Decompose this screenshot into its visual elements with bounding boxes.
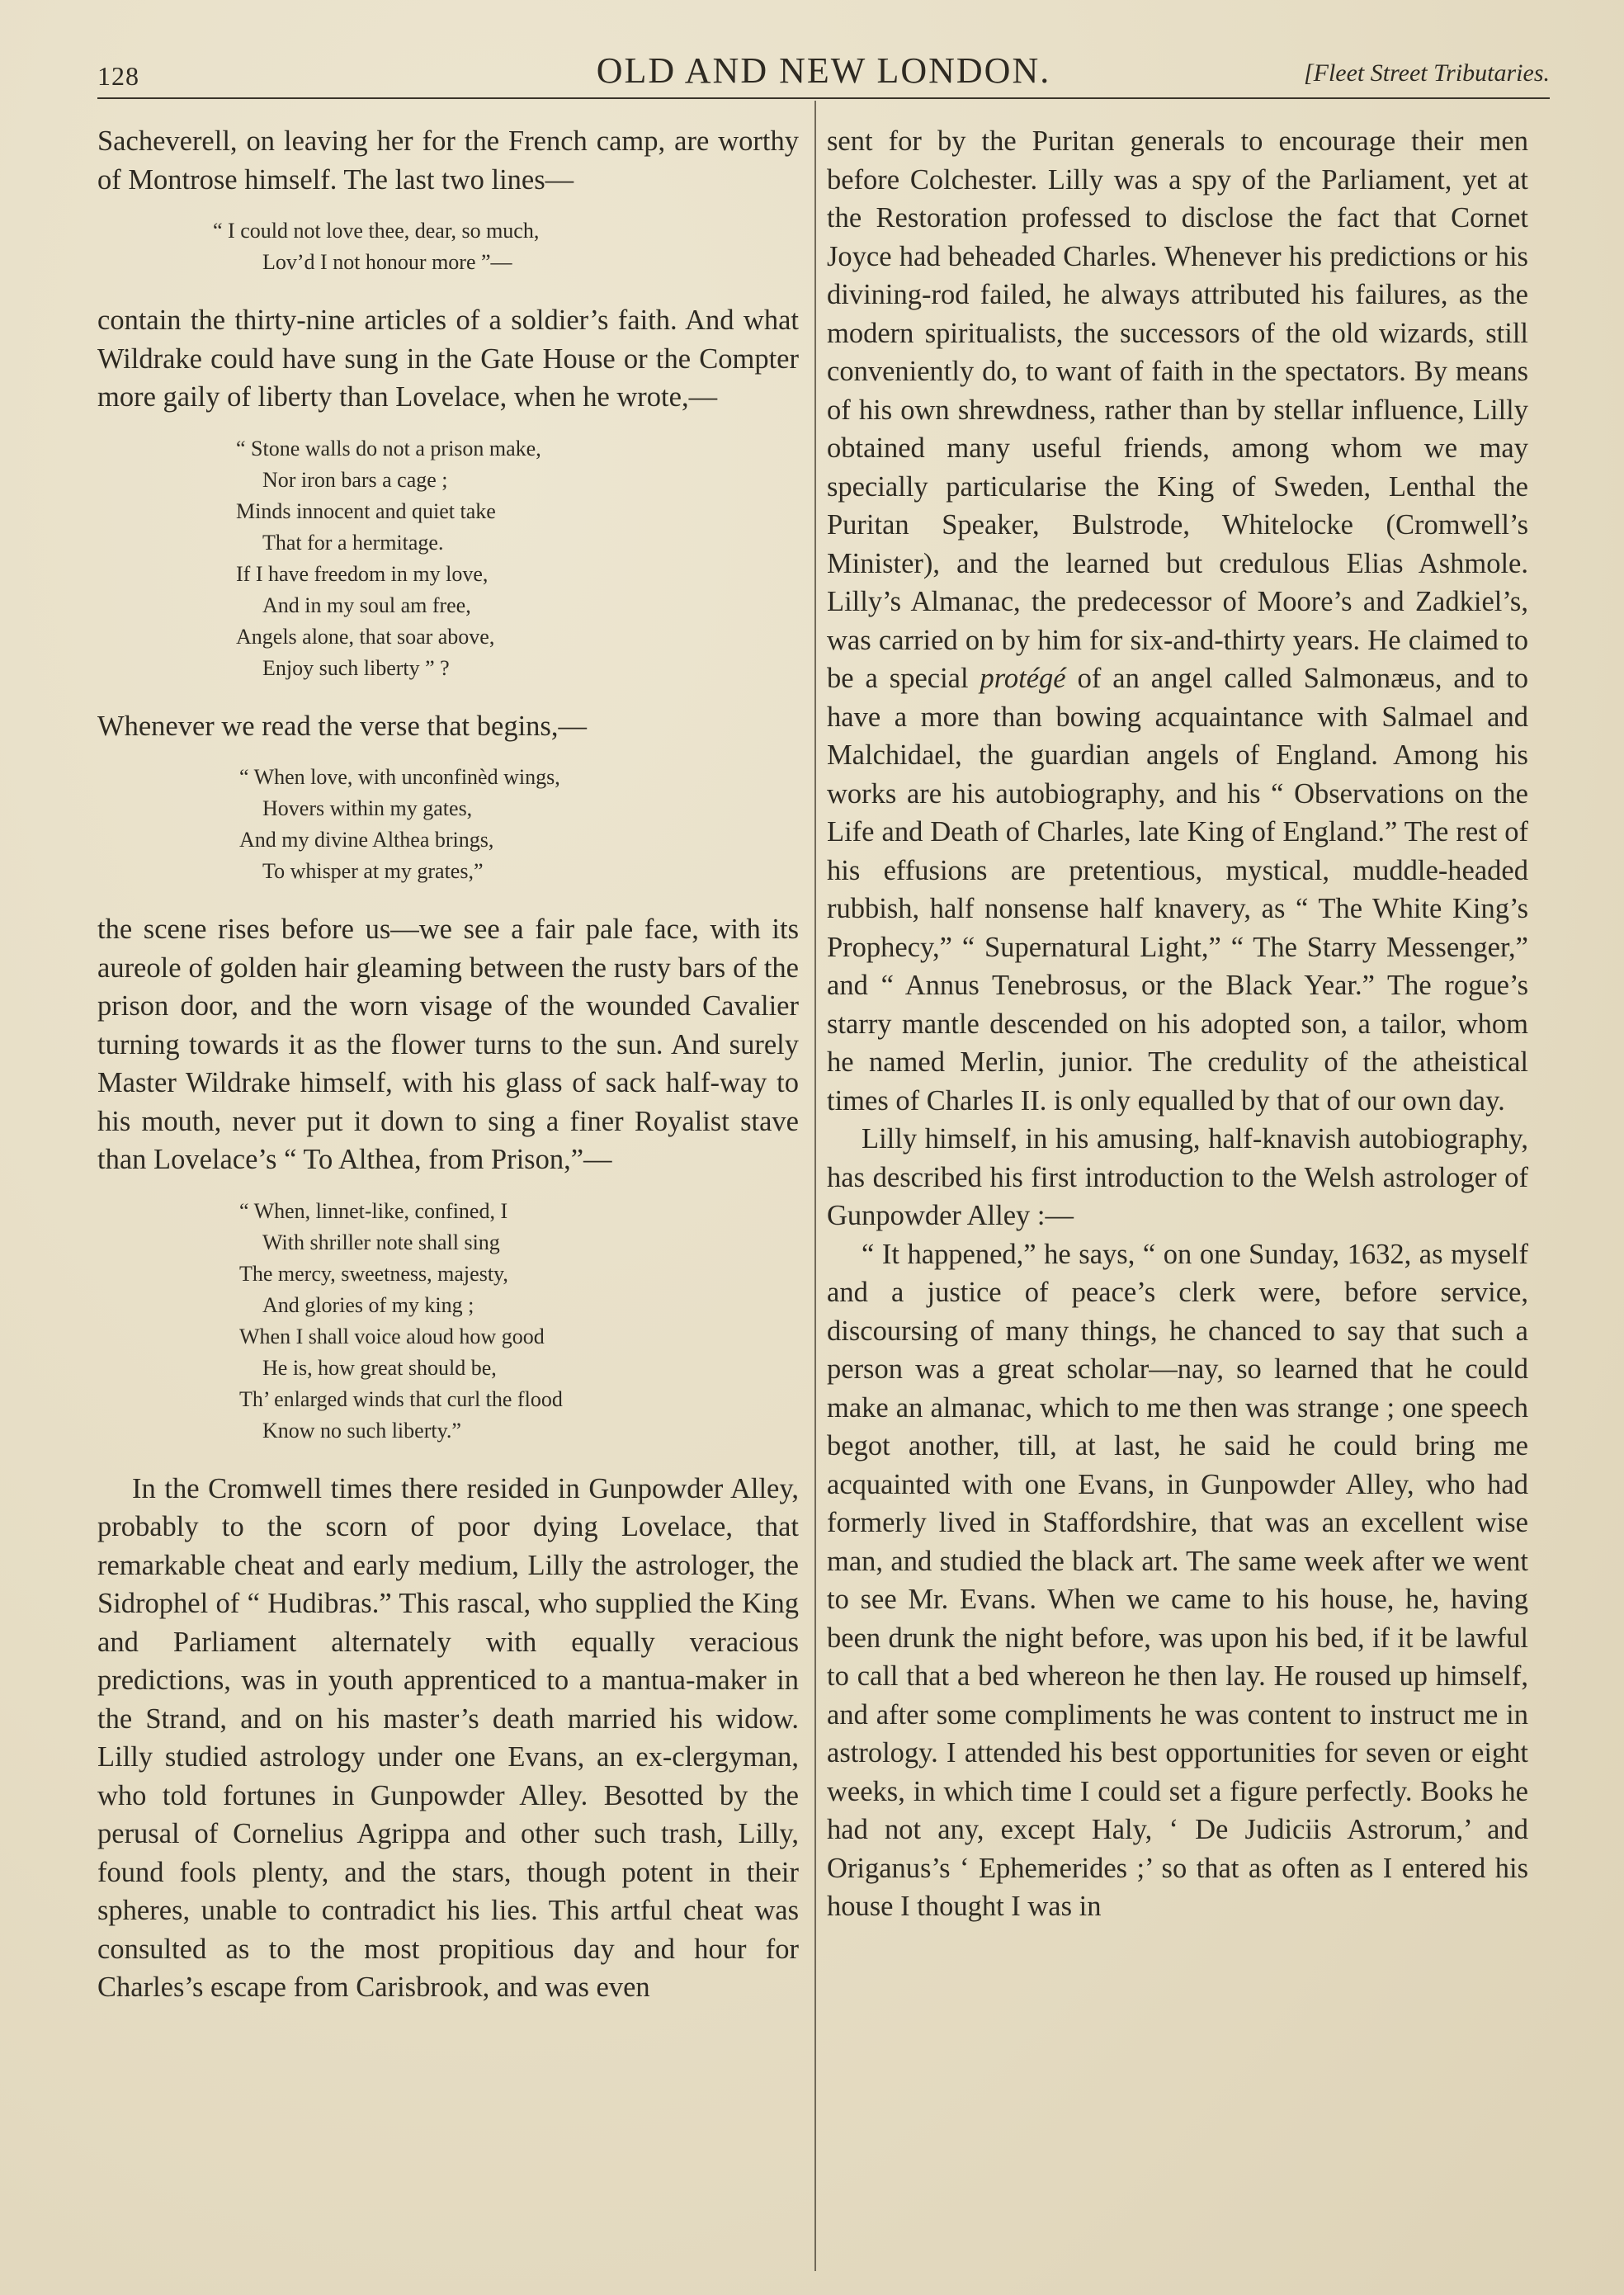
paragraph: Lilly himself, in his amusing, half-knavish autobiography, has described his first introduction to the Welsh astrologer of Gunpowder Alley :—	[827, 1123, 1528, 1231]
verse-line: Know no such liberty.”	[262, 1418, 461, 1443]
verse-line: With shriller note shall sing	[262, 1230, 500, 1254]
verse-line: If I have freedom in my love,	[236, 561, 489, 586]
verse-line: “ When love, with unconfinèd wings,	[239, 765, 560, 789]
paragraph: the scene rises before us—we see a fair pale face, with its aureole of golden hair gleaming between the rusty bars of the prison door, and the worn visage of the wounded Cavalier turning towards it as the flower turns to the sun. And surely Master Wildrake himself, with his glass of sack half-way to his mouth, never put it down to sing a finer Royalist stave than Lovelace’s “ To Althea, from Prison,”—	[97, 914, 799, 1175]
verse-line: And my divine Althea brings,	[239, 828, 494, 852]
verse-quote	[97, 1196, 799, 1447]
verse-line: Th’ enlarged winds that curl the flood	[239, 1386, 563, 1411]
italic-word: protégé	[980, 663, 1066, 694]
paragraph: “ It happened,” he says, “ on one Sunday, 1632, as myself and a justice of peace’s clerk were, before service, discoursing of many things, he chanced to say that such a person was a great scholar—nay, so learned that he could make an almanac, which to me then was strange ; one speech begot another, till, at last, he said he could bring me acquainted with one Evans, in Gunpowder Alley, who had formerly lived in Staffordshire, that was an excellent wise man, and studied the black art. The same week after we went to see Mr. Evans. When we came to his house, he, having been drunk the night before, was upon his bed, if it be lawful to call that a bed whereon he then lay. He roused up himself, and after some compliments he was content to instruct me in astrology. I attended his best opportunities for seven or eight weeks, in which time I could set a figure perfectly. Books he had not any, except Haly, ‘ De Judiciis Astrorum,’ and Origanus’s ‘ Ephemerides ;’ so that as often as I entered his house I thought I was in	[827, 1238, 1528, 1922]
verse-line: The mercy, sweetness, majesty,	[239, 1261, 508, 1286]
verse-line: Angels alone, that soar above,	[236, 624, 495, 649]
verse-quote	[97, 433, 799, 684]
paragraph	[827, 122, 1528, 1120]
paragraph: Sacheverell, on leaving her for the French camp, are worthy of Montrose himself. The last two lines—	[97, 125, 799, 196]
verse-line: Nor iron bars a cage ;	[262, 467, 448, 492]
verse-quote	[97, 215, 799, 278]
paragraph: Whenever we read the verse that begins,—	[97, 710, 587, 742]
page-number: 128	[97, 61, 139, 91]
verse-line: Minds innocent and quiet take	[236, 498, 496, 523]
left-column	[97, 122, 799, 2007]
verse-line: To whisper at my grates,”	[262, 859, 484, 883]
verse-quote	[97, 762, 799, 887]
verse-line: Lov’d I not honour more ”—	[262, 250, 512, 274]
column-divider	[814, 101, 816, 2271]
paragraph: In the Cromwell times there resided in Gunpowder Alley, probably to the scorn of poor dying Lovelace, that remarkable cheat and early medium, Lilly the astrologer, the Sidrophel of “ Hudibras.” This rascal, who supplied the King and Parliament alternately with equally veracious predictions, was in youth apprenticed to a mantua-maker in the Strand, and on his master’s death married his widow. Lilly studied astrology under one Evans, an ex-clergyman, who told fortunes in Gunpowder Alley. Besotted by the perusal of Cornelius Agrippa and other such trash, Lilly, found fools plenty, and the stars, though potent in their spheres, unable to contradict his lies. This artful cheat was consulted as to the most propitious day and hour for Charles’s escape from Carisbrook, and was even	[97, 1472, 799, 2003]
verse-line: He is, how great should be,	[262, 1355, 497, 1380]
verse-line: “ When, linnet-like, confined, I	[239, 1198, 508, 1223]
running-header	[97, 50, 1550, 99]
verse-line: When I shall voice aloud how good	[239, 1324, 545, 1348]
header-rule	[97, 97, 1550, 99]
book-title: OLD AND NEW LONDON.	[596, 50, 1051, 91]
paragraph: contain the thirty-nine articles of a soldier’s faith. And what Wildrake could have sung in the Gate House or the Compter more gaily of liberty than Lovelace, when he wrote,—	[97, 305, 799, 413]
verse-line: “ I could not love thee, dear, so much,	[213, 219, 540, 243]
verse-line: That for a hermitage.	[262, 530, 444, 555]
section-title: [Fleet Street Tributaries.	[1303, 59, 1550, 87]
verse-line: And glories of my king ;	[262, 1292, 474, 1317]
verse-line: “ Stone walls do not a prison make,	[236, 436, 541, 460]
text-run: sent for by the Puritan generals to encourage their men before Colchester. Lilly was a spy of the Parliament, yet at the Restoration professed to disclose the fact that Cornet Joyce had beheaded Charles. Whenever his predictions or his divining-rod failed, he always attributed his failures, as the modern spiritualists, the successors of the old wizards, still conveniently do, to want of faith in the spectators. By means of his own shrewdness, rather than by stellar influence, Lilly obtained many useful friends, among whom we may specially particularise the King of Sweden, Lenthal the Puritan Speaker, Bulstrode, Whitelocke (Cromwell’s Minister), and the learned but credulous Elias Ashmole. Lilly’s Almanac, the predecessor of Moore’s and Zadkiel’s, was carried on by him for six-and-thirty years. He claimed to be a special	[827, 125, 1528, 694]
verse-line: Hovers within my gates,	[262, 796, 473, 820]
text-run: of an angel called Salmonæus, and to have a more than bowing acquaintance with Salmael and Malchidael, the guardian angels of England. Among his works are his autobiography, and his “ Observations on the Life and Death of Charles, late King of England.” The rest of his effusions are pretentious, mystical, muddle-headed rubbish, half nonsense half knavery, as “ The White King’s Prophecy,” “ Supernatural Light,” “ The Starry Messenger,” and “ Annus Tenebrosus, or the Black Year.” The rogue’s starry mantle descended on his adopted son, a tailor, whom he named Merlin, junior. The credulity of the atheistical times of Charles II. is only equalled by that of our own day.	[827, 663, 1529, 1117]
verse-line: And in my soul am free,	[262, 593, 471, 617]
right-column	[827, 122, 1528, 1926]
verse-line: Enjoy such liberty ” ?	[262, 655, 450, 680]
